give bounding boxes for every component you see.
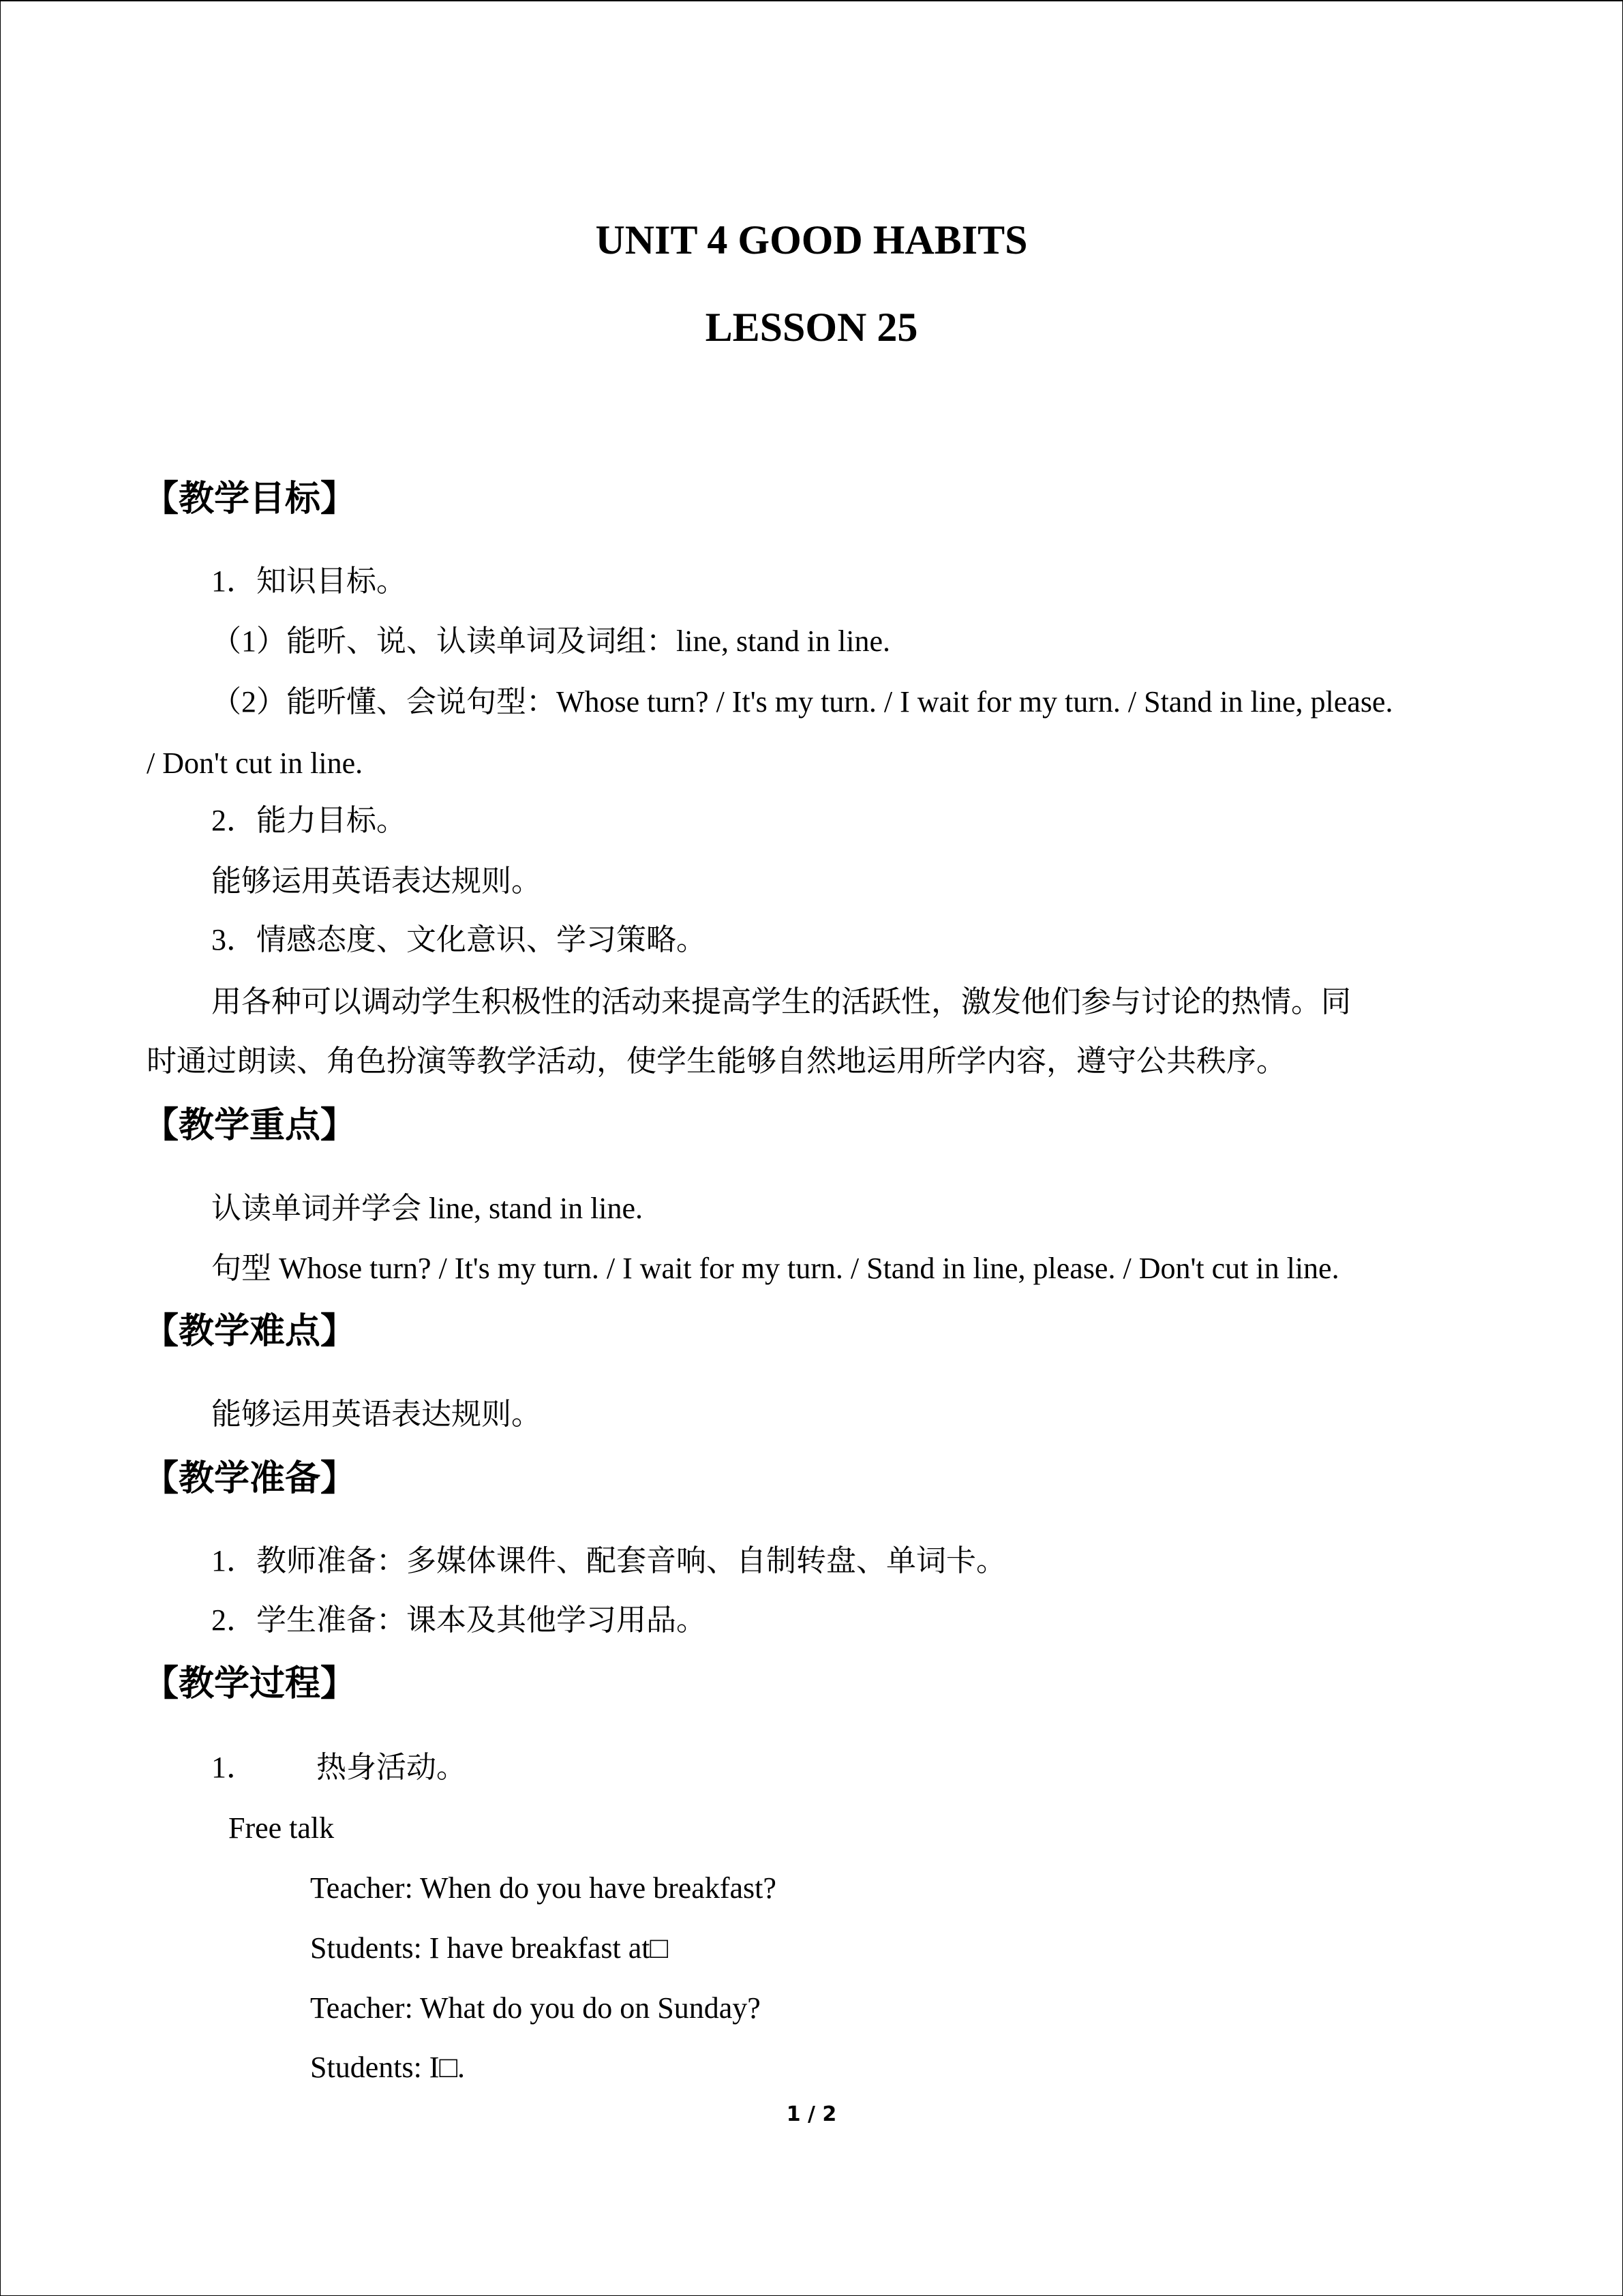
section-heading-difficulties: 【教学难点】	[143, 1311, 357, 1352]
section-heading-process: 【教学过程】	[143, 1663, 357, 1704]
dialogue-line: Teacher: When do you have breakfast?	[310, 1871, 776, 1905]
free-talk-label: Free talk	[228, 1811, 335, 1845]
section-heading-key-points: 【教学重点】	[143, 1105, 357, 1146]
preparation-line: 1．教师准备：多媒体课件、配套音响、自制转盘、单词卡。	[211, 1544, 1006, 1577]
objective-line: 时通过朗读、角色扮演等教学活动，使学生能够自然地运用所学内容，遵守公共秩序。	[147, 1044, 1286, 1078]
key-point-line: 认读单词并学会 line, stand in line.	[211, 1192, 643, 1225]
dialogue-line: Students: I have breakfast at□	[310, 1931, 669, 1965]
section-heading-objectives: 【教学目标】	[143, 479, 357, 519]
dialogue-line: Teacher: What do you do on Sunday?	[310, 1991, 761, 2025]
dialogue-line: Students: I□.	[310, 2051, 466, 2084]
objective-line: / Don't cut in line.	[147, 746, 363, 780]
objective-line: （2）能听懂、会说句型：Whose turn? / It's my turn. / I wait for my turn. / Stand in line, please.	[211, 685, 1393, 719]
document-subtitle: LESSON 25	[705, 305, 918, 350]
objective-line: 1．知识目标。	[211, 564, 406, 598]
objective-line: 3．情感态度、文化意识、学习策略。	[211, 923, 706, 956]
key-point-line: 句型 Whose turn? / It's my turn. / I wait for my turn. / Stand in line, please. / Don't cut in line.	[211, 1252, 1339, 1285]
objective-line: 2．能力目标。	[211, 804, 406, 837]
section-heading-preparation: 【教学准备】	[143, 1458, 357, 1499]
process-step-title: 热身活动。	[316, 1751, 466, 1784]
document-title: UNIT 4 GOOD HABITS	[595, 217, 1028, 262]
objective-line: 用各种可以调动学生积极性的活动来提高学生的活跃性，激发他们参与讨论的热情。同	[211, 985, 1351, 1018]
objective-line: 能够运用英语表达规则。	[211, 864, 541, 898]
difficulty-line: 能够运用英语表达规则。	[211, 1398, 541, 1431]
objective-line: （1）能听、说、认读单词及词组：line, stand in line.	[211, 624, 891, 658]
process-step	[211, 1747, 466, 1788]
page-number: 1 / 2	[786, 2102, 837, 2126]
process-step-number: 1．	[211, 1751, 256, 1784]
preparation-line: 2．学生准备：课本及其他学习用品。	[211, 1603, 706, 1637]
